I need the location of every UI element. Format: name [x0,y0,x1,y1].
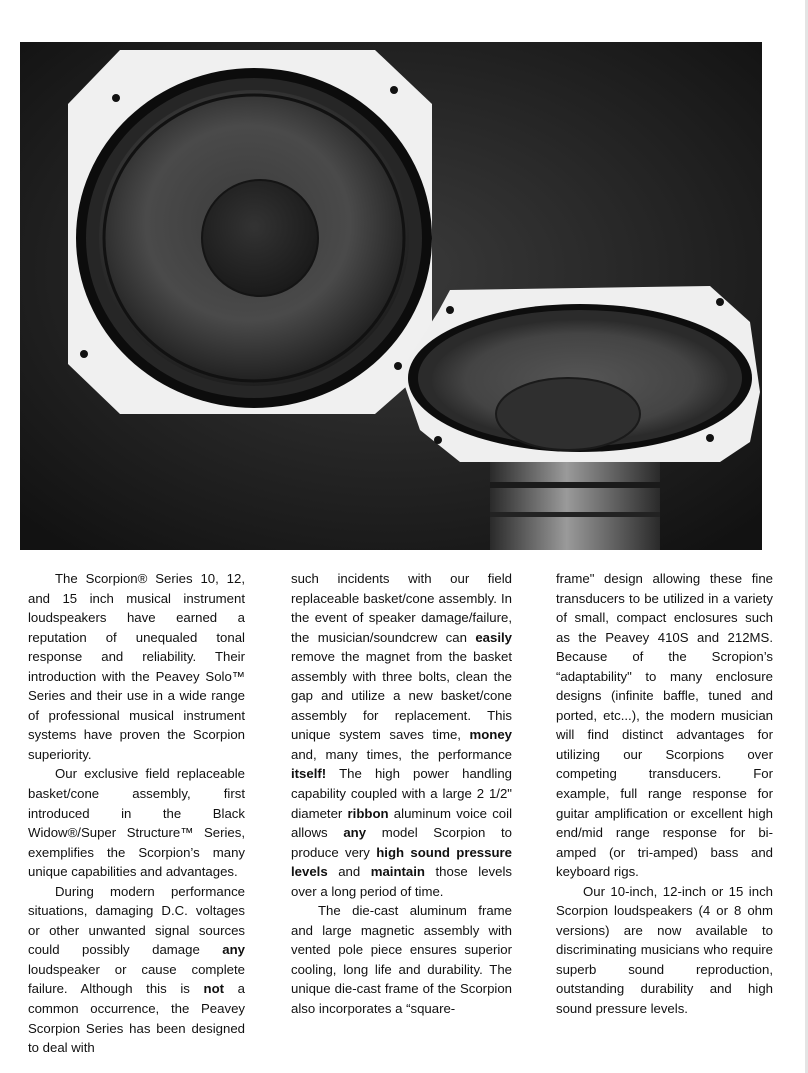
speakers-illustration [20,42,762,550]
body-text: loudspeaker or cause complete failure. Although this is [28,961,245,997]
body-text: The Scorpion® Series 10, 12, and 15 inch musical instrument loudspeakers have earned a reputation of unequaled tonal response and reliability. Their introduction with the Peavey Solo™ Series and their use in a wide range of professional musical instrument systems have proven the Scorpion superiority. [28,571,245,762]
body-text: model Scorpion to produce very [291,825,512,860]
text-column-3 [556,569,773,1019]
body-text: During modern performance situations, damaging D.C. voltages or other unwanted signal sources could possibly damage [28,883,245,958]
body-text: The die-cast aluminum frame and large magnetic assembly with vented pole piece ensures superior cooling, long life and durability. The unique die-cast frame of the Scorpion also incorporates a “square- [291,903,512,1017]
body-text: those levels over a long period of time. [291,864,512,899]
paragraph [291,901,512,1018]
paragraph [291,569,512,901]
paragraph [28,882,245,1058]
emphasis-text: any [222,942,245,958]
body-text: aluminum voice coil allows [291,805,512,841]
body-text: remove the magnet from the basket assembly with three bolts, clean the gap and utilize a new basket/cone assembly for replacement. This unique system saves time, [291,649,512,743]
emphasis-text: ribbon [347,805,389,821]
large-speaker [68,50,432,414]
body-text: and, many times, the performance [291,746,512,762]
paragraph [556,882,773,1019]
emphasis-text: itself! [291,766,327,782]
body-text: frame" design allowing these fine transducers to be utilized in a variety of small, compact enclosures such as the Peavey 410S and 212MS. Because of the Scropion’s “adaptability" to many enclosure designs (infinite baffle, tuned and ported, etc...), the modern musician will find distinct advantages for utilizing our Scorpions over competing transducers. For example, full range response for guitar amplification or excellent high end/mid range response for bi-amped (or tri-amped) bass and keyboard rigs. [556,571,773,880]
body-text: Our 10-inch, 12-inch or 15 inch Scorpion loudspeakers (4 or 8 ohm versions) are now available to discriminating musicians who require superb sound reproduction, outstanding durability and high sound pressure levels. [556,883,773,1017]
body-text: The high power handling capability coupled with a large 2 1/2" diameter [291,766,512,821]
body-text: and [327,864,371,880]
emphasis-text: easily [475,629,512,645]
emphasis-text: any [343,825,367,841]
emphasis-text: not [203,981,225,997]
paragraph [556,569,773,882]
emphasis-text: maintain [370,864,425,880]
paragraph [28,764,245,881]
product-photo [20,42,762,550]
emphasis-text: money [469,727,512,743]
body-text: such incidents with our field replaceable basket/cone assembly. In the event of speaker damage/failure, the musician/soundcrew can [291,571,512,645]
text-column-2 [291,569,512,1019]
body-text: a common occurrence, the Peavey Scorpion Series has been designed to deal with [28,981,246,1056]
body-text: Our exclusive field replaceable basket/cone assembly, first introduced in the Black Widow®/Super Structure™ Series, exemplifies the Scorpion’s many unique capabilities and advantages. [28,766,245,880]
paragraph [28,569,245,764]
text-column-1 [28,569,245,1058]
emphasis-text: high sound pressure levels [291,844,512,880]
